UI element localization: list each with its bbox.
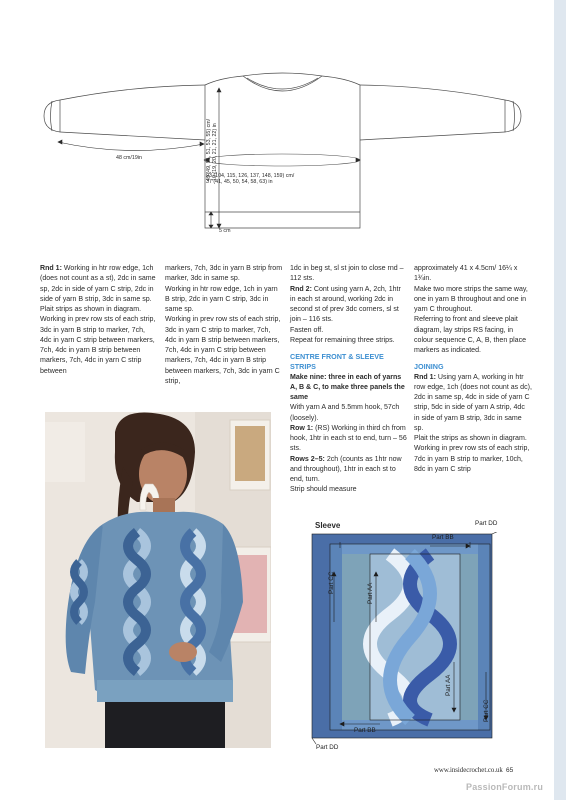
section-heading-centre-front: CENTRE FRONT & SLEEVE STRIPS [290,352,384,372]
sleeve-width-label: 48 cm/19in [116,155,142,161]
sleeve-diagram-title: Sleeve [315,521,341,530]
rib-depth-label: 5 cm [219,228,231,234]
paragraph: Rows 2–5: 2ch (counts as 1htr now and throughout), 1htr in each st to end, turn. [290,455,402,483]
paragraph: Strip should measure [290,486,357,494]
paragraph: approximately 41 x 4.5cm/ 16¼ x 1¾in. [414,265,518,283]
paragraph: Row 1: (RS) Working in third ch from hook, 1htr in each st to end, turn – 56 sts. [290,424,407,453]
paragraph: 1dc in beg st, sl st join to close rnd – 112 sts. [290,265,404,283]
paragraph: Working in htr row edge, 1ch in yarn B strip, 2dc in yarn C strip, 3dc in same sp. [165,285,278,313]
paragraph: Working in prev row sts of each strip, 3dc in yarn B strip to marker, 7ch, 4dc in yarn C strip between markers, 7ch, 4dc in yarn B strip between markers, 7ch, 4dc in yarn C strip between [40,316,156,375]
model-photo-illustration [45,412,271,748]
page-edge-strip [554,0,566,800]
length-label-in: 19 (19, 20, 21, 21, 22) in [212,123,218,181]
paragraph: Repeat for remaining three strips. [290,336,395,344]
paragraph: With yarn A and 5.5mm hook, 57ch (loosely). [290,404,400,422]
page-number: 65 [506,767,514,774]
part-cc-right-label: Part CC [483,699,490,722]
text-column-3 [290,264,408,496]
part-dd-top-label: Part DD [475,520,498,527]
paragraph: markers, 7ch, 3dc in yarn B strip from marker, 3dc in same sp. [165,265,283,283]
part-bb-bottom-label: Part BB [354,727,376,734]
chest-label-in: 37 (41, 45, 50, 54, 58, 63) in [206,179,273,185]
section-heading-joining: JOINING [414,362,444,372]
text-column-2 [165,264,283,387]
paragraph: Working in prev row sts of each strip, 3dc in yarn C strip to marker, 7ch, 4dc in yarn B strip between markers, 7ch, 4dc in yarn C strip between markers, 7ch, 4dc in yarn B strip between markers, 7ch, 3dc in yarn C strip, [165,316,281,385]
footer-url-link[interactable]: www.insidecrochet.co.uk [434,767,503,774]
part-aa-right-label: Part AA [445,674,452,696]
part-bb-top-label: Part BB [432,534,454,541]
part-aa-left-label: Part AA [367,582,374,604]
length-label-cm: 49 (49, 51, 51, 53, 55) cm/ [206,118,212,181]
paragraph: Make two more strips the same way, one in yarn B throughout and one in yarn C throughout. [414,285,528,313]
part-dd-bottom-label: Part DD [316,744,339,751]
paragraph: Working in prev row sts of each strip, 7dc in yarn B strip to marker, 10ch, 8dc in yarn C strip [414,445,530,473]
paragraph: Rnd 2: Cont using yarn A, 2ch, 1htr in each st around, working 2dc in second st of prev 3dc corners, sl st join – 116 sts. [290,285,401,324]
sweater-schematic [30,60,530,250]
model-photo [45,412,271,748]
part-cc-left-label: Part CC [328,571,335,594]
chest-label-cm: 93 (104, 115, 126, 137, 148, 159) cm/ [206,173,295,179]
paragraph: Rnd 1: Working in htr row edge, 1ch (does not count as a st), 2dc in same sp, 2dc in side of yarn C strip, 2dc in side of yarn B strip, 3dc in same sp. [40,265,156,303]
paragraph: Rnd 1: Using yarn A, working in htr row edge, 1ch (does not count as dc), 2dc in same sp, 4dc in side of yarn C strip, 5dc in side of yarn A strip, 4dc in side of yarn B strip, 3dc in same sp. [414,373,532,432]
paragraph: Plait the strips as shown in diagram. [414,435,527,442]
sweater-outline-drawing [30,60,530,250]
watermark: PassionForum.ru [466,782,544,792]
text-column-4 [414,264,532,475]
paragraph: Referring to front and sleeve plait diagram, lay strips RS facing, in colour sequence C, A, B, then place markers as indicated. [414,316,527,354]
paragraph: Make nine: three in each of yarns A, B & C, to make three panels the same [290,373,405,401]
text-column-1 [40,264,158,377]
paragraph: Fasten off. [290,326,324,334]
paragraph: Plait strips as shown in diagram. [40,306,142,313]
